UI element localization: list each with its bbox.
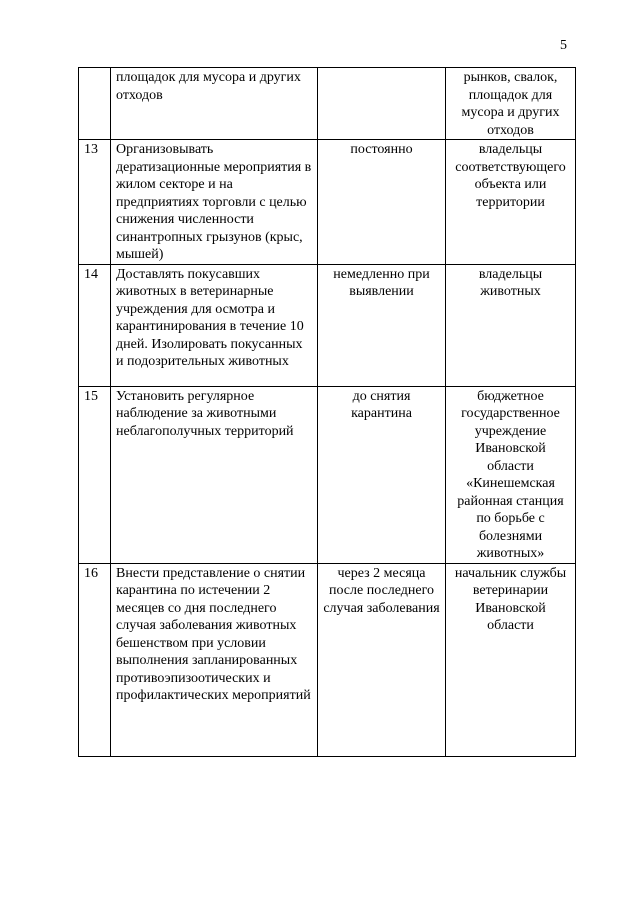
- measure-term: немедленно при выявлении: [318, 264, 446, 386]
- table-row: [79, 68, 576, 140]
- row-number: 14: [79, 264, 111, 386]
- row-number: 16: [79, 563, 111, 756]
- measure-description: Установить регулярное наблюдение за животными неблагополучных территорий: [111, 386, 318, 563]
- page-number: 5: [560, 38, 567, 53]
- table-row: [79, 386, 576, 563]
- measure-description: Доставлять покусавших животных в ветеринарные учреждения для осмотра и карантинирования в течение 10 дней. Изолировать покусанных и подозрительных животных: [111, 264, 318, 386]
- measure-term: до снятия карантина: [318, 386, 446, 563]
- measure-responsible: начальник службы ветеринарии Ивановской области: [446, 563, 576, 756]
- measure-term: [318, 68, 446, 140]
- row-number: 15: [79, 386, 111, 563]
- measure-responsible: рынков, свалок, площадок для мусора и других отходов: [446, 68, 576, 140]
- measure-responsible: владельцы животных: [446, 264, 576, 386]
- table-row: [79, 140, 576, 265]
- measure-description: Внести представление о снятии карантина по истечении 2 месяцев со дня последнего случая заболевания животных бешенством при условии выполнения запланированных противоэпизоотических и профилактических мероприятий: [111, 563, 318, 756]
- measure-description: Организовывать дератизационные мероприятия в жилом секторе и на предприятиях торговли с целью снижения численности синантропных грызунов (крыс, мышей): [111, 140, 318, 265]
- row-number: 13: [79, 140, 111, 265]
- measures-table: [78, 67, 576, 757]
- measure-term: через 2 месяца после последнего случая заболевания: [318, 563, 446, 756]
- table-row: [79, 264, 576, 386]
- measure-term: постоянно: [318, 140, 446, 265]
- measure-responsible: бюджетное государственное учреждение Ивановской области «Кинешемская районная станция по борьбе с болезнями животных»: [446, 386, 576, 563]
- measure-description: площадок для мусора и других отходов: [111, 68, 318, 140]
- table-row: [79, 563, 576, 756]
- row-number: [79, 68, 111, 140]
- measure-responsible: владельцы соответствующего объекта или территории: [446, 140, 576, 265]
